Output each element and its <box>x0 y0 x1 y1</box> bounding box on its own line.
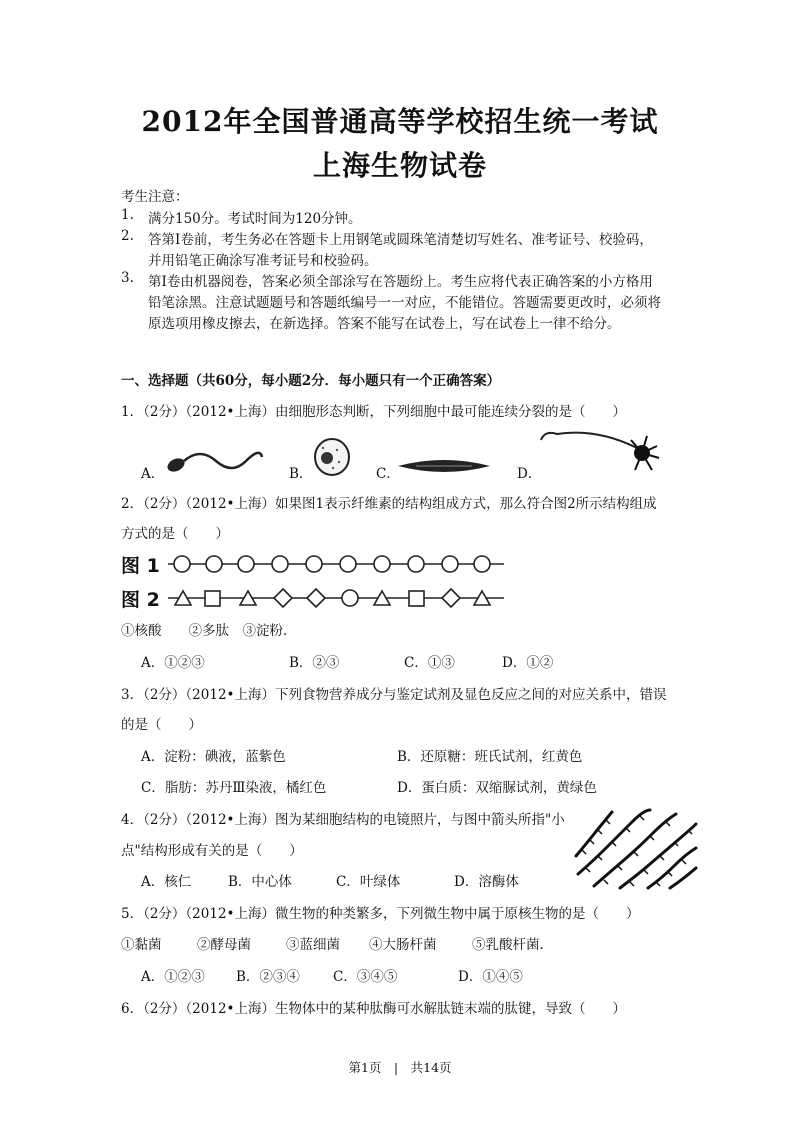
q3-option-c: C．脂肪：苏丹Ⅲ染液，橘红色 <box>141 780 327 796</box>
notice-num-3: 3. <box>121 270 134 286</box>
q5-item-2: ②酵母菌 <box>197 937 251 953</box>
q5-item-1: ①黏菌 <box>121 937 162 953</box>
q5-option-b: B．②③④ <box>236 969 300 985</box>
q5-option-d: D．①④⑤ <box>458 969 523 985</box>
q5-option-c: C．③④⑤ <box>333 969 398 985</box>
neuron-icon <box>537 426 662 476</box>
q1-option-c-label: C． <box>376 466 400 482</box>
notice-heading: 考生注意： <box>121 189 189 205</box>
question-4-stem-line2: 点"结构形成有关的是（ ） <box>121 843 303 859</box>
notice-line-2a: 答第Ⅰ卷前，考生务必在答题卡上用钢笔或圆珠笔清楚切写姓名、准考证号、校验码， <box>148 232 653 248</box>
q2-option-b: B．②③ <box>289 655 340 671</box>
question-5-stem: 5．（2分）（2012•上海）微生物的种类繁多，下列微生物中属于原核生物的是（ ） <box>121 906 640 922</box>
electron-micrograph-image <box>572 804 700 890</box>
q5-item-5: ⑤乳酸杆菌． <box>472 937 553 953</box>
q1-option-b-label: B． <box>289 466 313 482</box>
q4-option-a: A．核仁 <box>141 874 192 890</box>
q3-option-b: B．还原糖：班氏试剂，红黄色 <box>397 749 583 765</box>
q4-option-b: B．中心体 <box>228 874 292 890</box>
section-heading: 一、选择题（共60分，每小题2分．每小题只有一个正确答案） <box>121 373 501 389</box>
question-3-stem-line2: 的是（ ） <box>121 717 202 733</box>
question-1-stem: 1．（2分）（2012•上海）由细胞形态判断，下列细胞中最可能连续分裂的是（ ） <box>121 404 626 420</box>
figure-2-label: 图 2 <box>121 589 160 611</box>
notice-num-1: 1. <box>121 207 134 223</box>
notice-line-3b: 铅笔涂黑。注意试题题号和答题纸编号一一对应，不能错位。答题需要更改时，必须将 <box>148 295 661 311</box>
page-subtitle: 上海生物试卷 <box>312 149 487 182</box>
figure-2-chain <box>168 586 508 610</box>
notice-num-2: 2. <box>121 228 134 244</box>
page-title: 2012年全国普通高等学校招生统一考试 <box>141 105 659 138</box>
q2-option-d: D．①② <box>502 655 554 671</box>
figure-1-chain <box>168 552 508 576</box>
q2-option-c: C．①③ <box>404 655 455 671</box>
q2-option-a: A．①②③ <box>141 655 205 671</box>
question-2-stem-line1: 2．（2分）（2012•上海）如果图1表示纤维素的结构组成方式，那么符合图2所示结构组成 <box>121 496 657 512</box>
question-6-stem: 6．（2分）（2012•上海）生物体中的某种肽酶可水解肽链末端的肽键，导致（ ） <box>121 1001 626 1017</box>
notice-line-3a: 第Ⅰ卷由机器阅卷，答案必须全部涂写在答题纷上。考生应将代表正确答案的小方格用 <box>148 274 653 290</box>
q5-item-3: ③蓝细菌 <box>286 937 340 953</box>
question-2-items: ①核酸 ②多肽 ③淀粉． <box>121 623 297 639</box>
q4-option-c: C．叶绿体 <box>336 874 401 890</box>
page-footer: 第1页 | 共14页 <box>348 1060 452 1075</box>
notice-line-2b: 并用铅笔正确涂写准考证号和校验码。 <box>148 253 378 269</box>
q5-option-a: A．①②③ <box>141 969 205 985</box>
q1-option-a-label: A． <box>141 466 165 482</box>
question-2-stem-line2: 方式的是（ ） <box>121 526 229 542</box>
egg-cell-icon <box>311 436 353 478</box>
q4-option-d: D．溶酶体 <box>454 874 519 890</box>
q1-option-d-label: D． <box>517 466 542 482</box>
q3-option-a: A．淀粉：碘液，蓝紫色 <box>141 749 286 765</box>
question-3-stem-line1: 3．（2分）（2012•上海）下列食物营养成分与鉴定试剂及显色反应之间的对应关系中，错误 <box>121 687 667 703</box>
q5-item-4: ④大肠杆菌 <box>369 937 437 953</box>
figure-1-label: 图 1 <box>121 555 160 577</box>
notice-line-1: 满分150分。考试时间为120分钟。 <box>148 211 362 227</box>
sperm-cell-icon <box>160 445 264 479</box>
q3-option-d: D．蛋白质：双缩脲试剂，黄绿色 <box>397 780 597 796</box>
muscle-cell-icon <box>396 456 492 476</box>
notice-line-3c: 原选项用橡皮擦去，在新选择。答案不能写在试卷上，写在试卷上一律不给分。 <box>148 316 621 332</box>
question-4-stem-line1: 4．（2分）（2012•上海）图为某细胞结构的电镜照片，与图中箭头所指"小 <box>121 812 565 828</box>
